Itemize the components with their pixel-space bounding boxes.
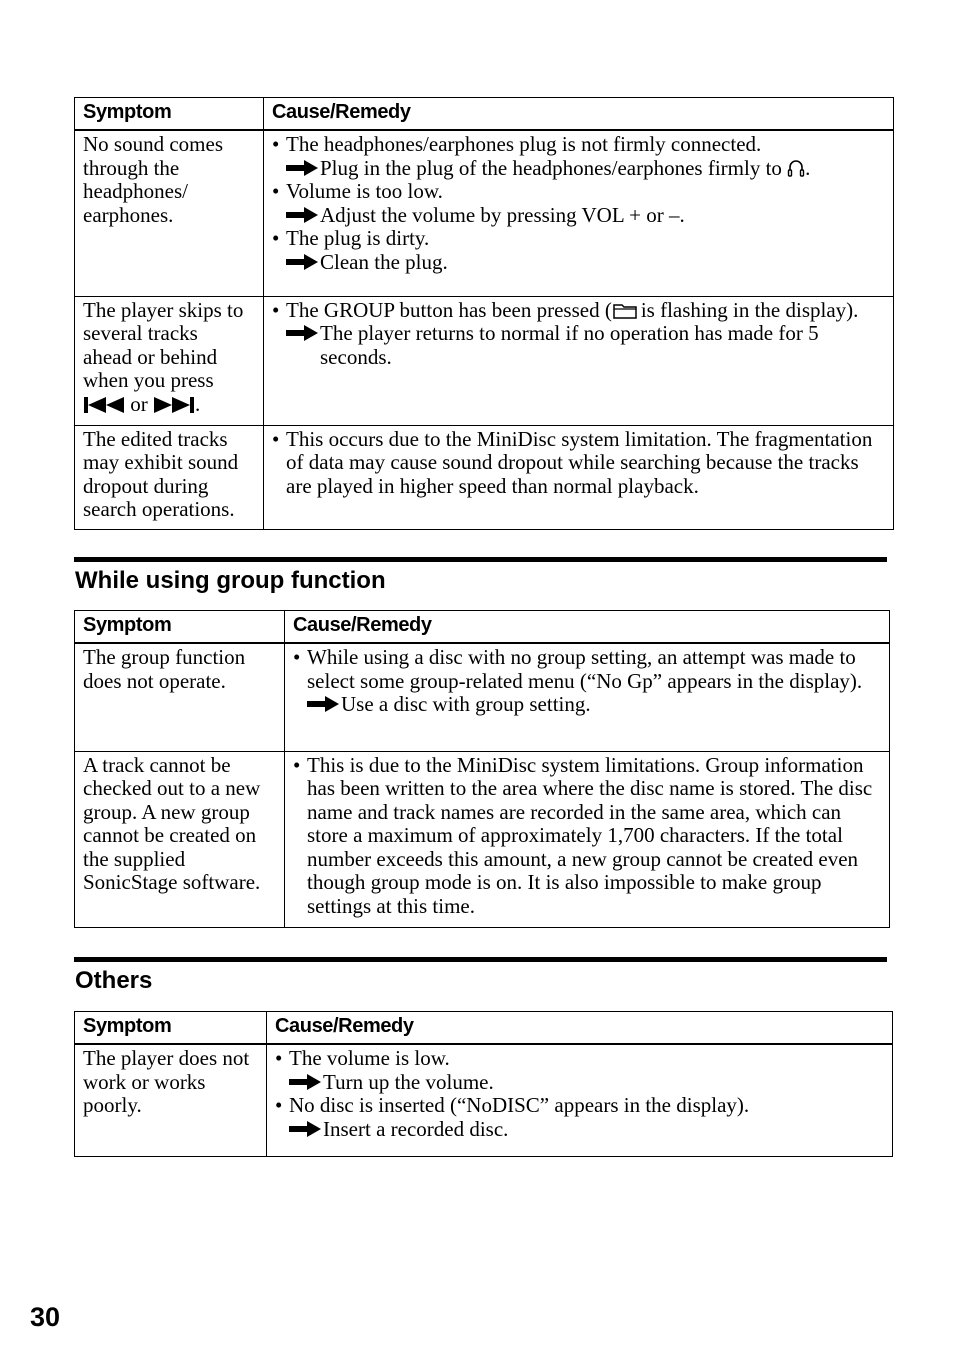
- right-arrow-icon: [289, 1121, 321, 1137]
- table-row: [75, 643, 890, 751]
- remedy-item: Plug in the plug of the headphones/earphones firmly to .: [272, 157, 887, 181]
- cause-item: • The GROUP button has been pressed ( is flashing in the display).: [272, 297, 859, 322]
- table-row: [75, 425, 894, 529]
- cause-remedy-cell: [285, 751, 890, 927]
- cause-item: • The headphones/earphones plug is not firmly connected.: [272, 132, 762, 156]
- cause-remedy-header: Cause/Remedy: [267, 1012, 893, 1045]
- symptom-cell: [75, 296, 264, 425]
- symptom-cell: A track cannot be checked out to a new group. A new group cannot be created on the supplied SonicStage software.: [75, 751, 285, 927]
- headphones-icon: [787, 158, 805, 178]
- cause-remedy-header: Cause/Remedy: [264, 98, 894, 131]
- right-arrow-icon: [286, 160, 318, 176]
- right-arrow-icon: [286, 325, 318, 341]
- symptom-cell: The edited tracks may exhibit sound dropout during search operations.: [75, 425, 264, 529]
- folder-group-icon: [612, 302, 638, 320]
- table-row: [75, 130, 894, 296]
- next-track-icon: [153, 396, 195, 414]
- table-header-row: [75, 1012, 893, 1045]
- section-divider: [74, 557, 887, 562]
- symptom-header: Symptom: [75, 1012, 267, 1045]
- symptom-header: Symptom: [75, 611, 285, 644]
- page-number: 30: [30, 1302, 61, 1332]
- cause-remedy-cell: [264, 130, 894, 296]
- cause-item: • This is due to the MiniDisc system limitations. Group information has been written to the area where the disc name is stored. The disc name and track names are recorded in the same area, which can store a maximum of approximately 1,700 characters. If the total number exceeds this amount, a new group cannot be created even though group mode is on. It is also impossible to make group settings at this time.: [293, 752, 873, 918]
- symptom-buttons: or .: [83, 392, 200, 416]
- table-row: [75, 751, 890, 927]
- troubleshooting-table-group: [74, 610, 890, 928]
- right-arrow-icon: [286, 254, 318, 270]
- symptom-cell: The group function does not operate.: [75, 643, 285, 751]
- remedy-item: Adjust the volume by pressing VOL + or –.: [272, 204, 887, 228]
- cause-remedy-cell: [285, 643, 890, 751]
- table-header-row: [75, 611, 890, 644]
- cause-remedy-header: Cause/Remedy: [285, 611, 890, 644]
- cause-item: • Volume is too low.: [272, 179, 443, 203]
- cause-remedy-cell: [264, 296, 894, 425]
- cause-remedy-cell: [264, 425, 894, 529]
- remedy-item: Insert a recorded disc.: [275, 1118, 886, 1142]
- remedy-item: The player returns to normal if no operation has made for 5 seconds.: [272, 322, 887, 369]
- remedy-item: Use a disc with group setting.: [293, 693, 883, 717]
- symptom-cell: The player does not work or works poorly.: [75, 1044, 267, 1156]
- previous-track-icon: [83, 396, 125, 414]
- section-divider: [74, 957, 887, 962]
- section-title-group-function: While using group function: [75, 567, 386, 594]
- cause-item: • This occurs due to the MiniDisc system limitation. The fragmentation of data may cause sound dropout while searching because the tracks are played in higher speed than normal playback.: [272, 426, 873, 498]
- cause-remedy-cell: [267, 1044, 893, 1156]
- troubleshooting-table-others: [74, 1011, 893, 1157]
- cause-item: • The plug is dirty.: [272, 226, 430, 250]
- table-row: [75, 1044, 893, 1156]
- table-row: [75, 296, 894, 425]
- symptom-cell: No sound comes through the headphones/ earphones.: [75, 130, 264, 296]
- symptom-header: Symptom: [75, 98, 264, 131]
- table-header-row: [75, 98, 894, 131]
- section-title-others: Others: [75, 967, 153, 994]
- cause-item: • No disc is inserted (“NoDISC” appears in the display).: [275, 1093, 750, 1117]
- right-arrow-icon: [307, 696, 339, 712]
- remedy-item: Clean the plug.: [272, 251, 887, 275]
- remedy-item: Turn up the volume.: [275, 1071, 886, 1095]
- symptom-text: The player skips to several tracks ahead or behind when you press: [83, 297, 244, 392]
- right-arrow-icon: [289, 1074, 321, 1090]
- cause-item: • While using a disc with no group setting, an attempt was made to select some group-related menu (“No Gp” appears in the display).: [293, 645, 863, 693]
- right-arrow-icon: [286, 207, 318, 223]
- cause-item: • The volume is low.: [275, 1046, 450, 1070]
- troubleshooting-table-general: [74, 97, 894, 530]
